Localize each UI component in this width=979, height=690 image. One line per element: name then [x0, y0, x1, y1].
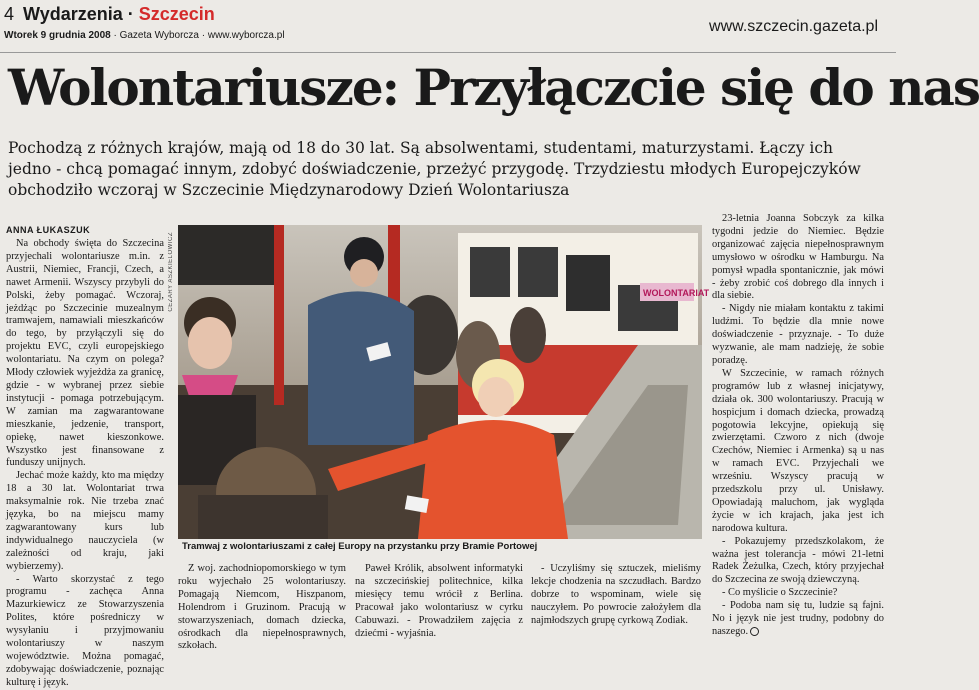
closing-quote: - Podoba nam się tu, ludzie są fajni. No i język nie jest trudny, podobny do naszego. [712, 600, 884, 637]
paragraph: - Pokazujemy przedszkolakom, że ważna jest tolerancja - mówi 21-letni Radek Żeżulka, Czech, który przyjechał do Szczecina ze swoją dziewczyną. [712, 535, 884, 586]
lead-paragraph: Pochodzą z różnych krajów, mają od 18 do 30 lat. Są absolwentami, studentami, maturzystami. Łączy ich jedno - chcą pomagać innym, zdobyć doświadczenie, przeżyć przygodę. Trzydziestu młodych Europejczyków obchodziło wczoraj w Szczecinie Międzynarodowy Dzień Wolontariusza [8, 139, 861, 199]
article-photo [178, 225, 710, 539]
article-column-4 [531, 563, 701, 658]
paragraph: W Szczecinie, w ramach różnych programów lub z własnej inicjatywy, działa ok. 300 wolontariuszy. Pracują w hospicjum i domach dziecka, prowadzą pogotowia lekcyjne, opiekują się zwierzętami. Czworo z nich (dwoje Czechów, Niemiec i Armenka) są u nas w ramach EVC. Przyjechali we wrześniu. Wszyscy pracują w przedszkolu przy ul. Unisławy. Opowiadają maluchom, jak wygląda życie w ich krajach, jaka jest ich narodowa kultura. [712, 367, 884, 534]
article-column-1 [6, 238, 164, 688]
end-of-article-icon [750, 627, 759, 636]
paragraph: 23-letnia Joanna Sobczyk za kilka tygodni jedzie do Niemiec. Będzie organizować zajęcia niepełnosprawnym umysłowo w ośrodku w Hamburgu. Na pomysł wpadła spontanicznie, jak mówi - żeby zrobić coś dobrego dla innych i dla siebie. [712, 213, 884, 302]
paragraph: Jechać może każdy, kto ma między 18 a 30 lat. Wolontariat trwa maksymalnie rok. Nie trzeba znać języka, bo na miejscu mamy zagwarantowany kurs lub indywidualnego nauczyciela (w zależności od kraju, jaki wybierzemy). [6, 470, 164, 572]
header-rule [0, 52, 896, 53]
article-column-3 [355, 563, 523, 658]
paragraph: - Warto skorzystać z tego programu - zachęca Anna Mazurkiewicz ze Stowarzyszenia Polites, które pośredniczy w wysyłaniu i przyjmowaniu wolontariuszy w naszym województwie. Można pomagać, zdobywając doświadczenie, poznając kulturę i język. [6, 573, 164, 688]
tram-scene-illustration [178, 225, 710, 539]
section-separator: · [127, 4, 134, 24]
paragraph [712, 600, 884, 639]
photo-caption: Tramwaj z wolontariuszami z całej Europy na przystanku przy Bramie Portowej [182, 541, 538, 552]
publication-name: · Gazeta Wyborcza · www.wyborcza.pl [113, 30, 285, 41]
paragraph: Paweł Królik, absolwent informatyki na szczecińskiej politechnice, kilka miesięcy temu wrócił z Berlina. Pracował jako wolontariusz w cyrku Cabuwazi. - Prowadziłem zajęcia z dziećmi - wyjaśnia. [355, 563, 523, 639]
tram-sign: WOLONTARIAT [643, 288, 710, 298]
article-column-5 [712, 213, 884, 658]
section-header [4, 4, 215, 25]
headline: Wolontariusze: Przyłączcie się do nas [8, 58, 979, 117]
article-column-2 [178, 563, 346, 658]
section-name: Wydarzenia [23, 4, 123, 24]
page-number: 4 [4, 4, 15, 24]
paragraph: - Co myślicie o Szczecinie? [722, 587, 838, 599]
paragraph: - Nigdy nie miałam kontaktu z takimi ludźmi. To będzie dla mnie nowe doświadczenie - przyznaje. - To duże wyzwanie, ale mam nadzieję, że sobie poradzę. [712, 303, 884, 366]
paragraph: Z woj. zachodniopomorskiego w tym roku wyjechało 25 wolontariuszy. Pomagają Niemcom, Hiszpanom, Holendrom i Gruzinom. Pracują w stowarzyszeniach, domach dziecka, ośrodkach dla niepełnosprawnych, szkołach. [178, 563, 346, 652]
byline: ANNA ŁUKASZUK [6, 225, 91, 235]
city-name: Szczecin [138, 4, 215, 24]
paragraph: Na obchody święta do Szczecina przyjechali wolontariusze m.in. z Austrii, Niemiec, Francji, Czech, a nawet Armenii. Wszyscy przybyli do Polski, żeby pomagać. Wczoraj, jeżdżąc po Szczecinie muzealnym tramwajem, namawiali mieszkańców do tego, by przyłączyli się do projektu EVC, czyli europejskiego wolontariatu. Na czym on polega? Młody człowiek wyjeżdża za granicę, gdzie - w wybranej przez siebie instytucji - pomaga potrzebującym. W zamian ma zagwarantowane mieszkanie, jedzenie, transport, opiekę, nawet kieszonkowe. Wszystko jest finansowane z funduszy unijnych. [6, 238, 164, 469]
issue-line [4, 30, 285, 41]
site-url: www.szczecin.gazeta.pl [709, 18, 878, 35]
paragraph: - Uczyliśmy się sztuczek, mieliśmy lekcje chodzenia na szczudłach. Bardzo dobrze to wspominam, wiele się nauczyłem. Po powrocie założyłem dla najmłodszych grupę cyrkową Zodiak. [531, 563, 701, 626]
issue-date: Wtorek 9 grudnia 2008 [4, 30, 111, 41]
photo-credit: CEZARY ASZKIELOWICZ [168, 232, 174, 312]
